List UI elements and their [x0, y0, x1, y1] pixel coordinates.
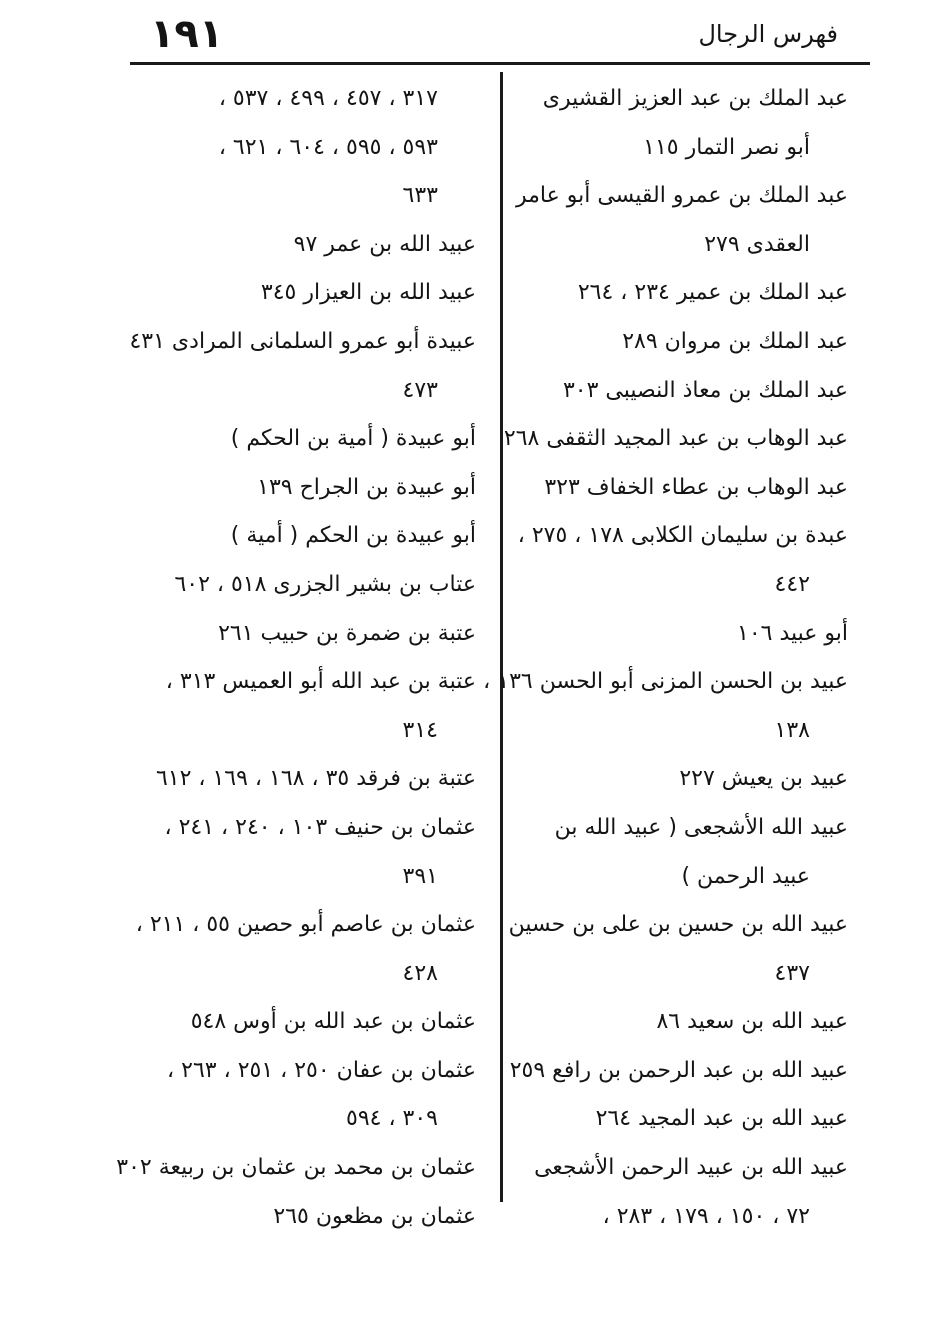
header-rule	[130, 62, 870, 65]
index-entry-line: عبد الوهاب بن عبد المجيد الثقفى ٢٦٨	[503, 426, 848, 452]
index-entry-line: ٣١٤	[402, 717, 438, 743]
index-entry-line: عبيد بن الحسن المزنى أبو الحسن ١٣٦ ،	[483, 669, 848, 695]
index-entry-line: عتبة بن فرقد ٣٥ ، ١٦٨ ، ١٦٩ ، ٦١٢	[155, 766, 476, 792]
index-entry-line: عبد الملك بن عبد العزيز القشيرى	[542, 86, 848, 111]
index-entry-line: أبو نصر التمار ١١٥	[643, 134, 810, 160]
index-entry-line: عبد الملك بن عمير ٢٣٤ ، ٢٦٤	[577, 280, 848, 306]
index-entry-line: عثمان بن محمد بن عثمان بن ربيعة ٣٠٢	[116, 1155, 476, 1181]
index-entry-line: عبد الملك بن عمرو القيسى أبو عامر	[515, 183, 848, 209]
index-entry-line: عتبة بن عبد الله أبو العميس ٣١٣ ،	[165, 669, 476, 695]
index-entry-line: ٥٩٣ ، ٥٩٥ ، ٦٠٤ ، ٦٢١ ،	[218, 134, 438, 160]
index-entry-line: عثمان بن عفان ٢٥٠ ، ٢٥١ ، ٢٦٣ ،	[167, 1057, 476, 1083]
index-entry-line: أبو عبيدة بن الحكم ( أمية )	[230, 523, 476, 549]
index-entry-line: عثمان بن مظعون ٢٦٥	[273, 1203, 476, 1229]
index-entry-line: عبيد الله بن سعيد ٨٦	[656, 1009, 848, 1035]
index-entry-line: عثمان بن عاصم أبو حصين ٥٥ ، ٢١١ ،	[135, 912, 476, 938]
index-entry-line: ٣١٧ ، ٤٥٧ ، ٤٩٩ ، ٥٣٧ ،	[218, 86, 438, 111]
index-entry-line: عبيد الرحمن )	[681, 863, 810, 889]
index-entry-line: عبد الملك بن معاذ النصيبى ٣٠٣	[562, 377, 848, 403]
index-entry-line: ٤٤٢	[774, 571, 810, 597]
index-entry-line: عثمان بن عبد الله بن أوس ٥٤٨	[190, 1009, 476, 1035]
index-entry-line: عبيد الله بن حسين بن على بن حسين	[508, 912, 848, 938]
index-entry-line: ٧٢ ، ١٥٠ ، ١٧٩ ، ٢٨٣ ،	[602, 1203, 810, 1229]
index-column-left	[116, 82, 476, 1248]
index-entry-line: عتاب بن بشير الجزرى ٥١٨ ، ٦٠٢	[174, 571, 476, 597]
index-entry-line: عبيد الله بن عبيد الرحمن الأشجعى	[534, 1155, 848, 1181]
index-entry-line: عبيد بن يعيش ٢٢٧	[679, 766, 848, 792]
running-title: فهرس الرجال	[698, 20, 838, 48]
index-entry-line: عبد الوهاب بن عطاء الخفاف ٣٢٣	[544, 474, 848, 500]
index-entry-line: أبو عبيدة ( أمية بن الحكم )	[230, 426, 476, 452]
index-entry-line: عبيد الله الأشجعى ( عبيد الله بن	[554, 814, 848, 840]
index-entry-line: عتبة بن ضمرة بن حبيب ٢٦١	[218, 620, 476, 646]
index-entry-line: عبيدة أبو عمرو السلمانى المرادى ٤٣١	[129, 328, 476, 354]
index-entry-line: ٣٩١	[402, 863, 438, 889]
index-entry-line: عثمان بن حنيف ١٠٣ ، ٢٤٠ ، ٢٤١ ،	[164, 814, 476, 840]
index-entry-line: أبو عبيدة بن الجراح ١٣٩	[257, 474, 476, 500]
index-entry-line: ٤٣٧	[774, 960, 810, 986]
index-entry-line: ١٣٨	[774, 717, 810, 743]
index-entry-line: عبدة بن سليمان الكلابى ١٧٨ ، ٢٧٥ ،	[517, 523, 848, 549]
index-entry-line: عبد الملك بن مروان ٢٨٩	[622, 328, 848, 354]
index-entry-line: العقدى ٢٧٩	[704, 231, 810, 257]
page-number: ١٩١	[150, 11, 224, 57]
index-entry-line: ٦٣٣	[402, 183, 438, 209]
index-entry-line: عبيد الله بن عبد المجيد ٢٦٤	[595, 1106, 848, 1132]
index-entry-line: أبو عبيد ١٠٦	[737, 620, 848, 646]
index-entry-line: عبيد الله بن العيزار ٣٤٥	[260, 280, 476, 306]
index-entry-line: ٣٠٩ ، ٥٩٤	[346, 1106, 438, 1132]
index-entry-line: عبيد الله بن عبد الرحمن بن رافع ٢٥٩	[509, 1057, 848, 1083]
index-entry-line: ٤٢٨	[402, 960, 438, 986]
index-column-right	[460, 82, 848, 1248]
index-entry-line: عبيد الله بن عمر ٩٧	[293, 231, 476, 257]
index-entry-line: ٤٧٣	[402, 377, 438, 403]
